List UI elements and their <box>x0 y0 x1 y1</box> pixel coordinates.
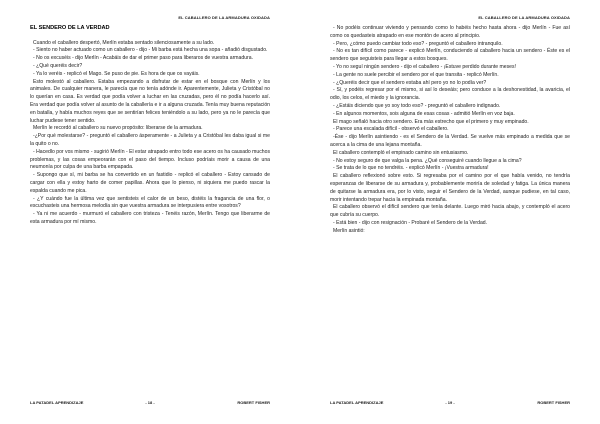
page-footer <box>330 400 570 408</box>
paragraph: - No podéis continuar viviendo y pensando como lo habéis hecho hasta ahora - dijo Merlín - Fue así como os quedasteis atrapado en ese montón de acero al principio. <box>330 25 570 39</box>
paragraph: Cuando el caballero despertó, Merlín estaba sentado silenciosamente a su lado. <box>33 39 215 46</box>
paragraph: -¿Por qué molestarse? - preguntó el caballero ásperamente - a Julieta y a Cristóbal les daba igual si me la quito o no. <box>30 133 270 147</box>
paragraph: - Ya lo veréis - replicó el Mago. Se puso de pie. Es hora de que os vayáis. <box>33 70 200 77</box>
footer-book-series: LA PATADEL APRENDIZAJE <box>330 400 384 405</box>
paragraph: Esto molestó al caballero. Estaba empezando a disfrutar de estar en el bosque con Merlín y los animales. De cualquier manera, le parecía que no tenía adónde ir. Aparentemente, Julieta y Cristóbal no lo querían en casa. Es verdad que podía volver a luchar en las cruzadas, pero él no podía hacerlo así. Era verdad que podía volver al asunto de la caballería e ir a alguna cruzada. Tenía muy buena reputación en batalla, y había muchos reyes que se sentirían felices teniéndolo a su lado, pero ya no le parecía que luchar pudiese tener sentido. <box>30 78 270 124</box>
chapter-title: EL SENDERO DE LA VERDAD <box>30 25 110 31</box>
paragraph: - Yo no seguí ningún sendero - dijo el caballero - ¡Estuve perdido durante meses! <box>333 63 516 70</box>
paragraph: - Supongo que sí, mi barba se ha convertido en un fastidio - replicó el caballero - Estoy cansado de cargar con ella y estoy harto de comer papillas. Ahora que lo pienso, ni siquiera me puedo rascar la espalda cuando me pica. <box>30 172 270 194</box>
page-number: - 19 - <box>445 400 455 405</box>
paragraph: - No estoy seguro de que valga la pena. ¿Qué conseguiré cuando llegue a la cima? <box>333 157 522 164</box>
paragraph: - Está bien - dijo con resignación - Probaré el Sendero de la Verdad. <box>333 219 488 226</box>
paragraph: - Se trata de lo que no tendréis. - explicó Merlín - ¡Vuestra armadura! <box>333 165 489 172</box>
paragraph: - Ya ni me acuerdo - murmuró el caballero con tristeza - Tenéis razón, Merlín. Tengo que liberarme de esta armadura por mí mismo. <box>30 211 270 225</box>
paragraph: - Hacedlo por vos mismo - sugirió Merlín - El estar atrapado entro todo ese acero os ha causado muchos problemas, y las cosas empeorarán con el paso del tiempo. Incluso podríais morir a causa de una neumonía por culpa de una barba empapada. <box>30 148 270 171</box>
paragraph: - En algunos momentos, sois alguna de esas cosas - admitió Merlín en voz baja. <box>333 110 515 117</box>
running-header: EL CABALLERO DE LA ARMADURA OXIDADA <box>478 15 570 20</box>
paragraph: Merlín asintió: <box>333 227 365 234</box>
running-header: EL CABALLERO DE LA ARMADURA OXIDADA <box>178 15 270 20</box>
paragraph: -Ése - dijo Merlín asintiendo - es el Sendero de la Verdad. Se vuelve más empinado a medida que se acerca a la cima de una lejana montaña. <box>330 134 570 148</box>
right-page <box>300 0 600 424</box>
paragraph: - La gente no suele percibir el sendero por el que transita - replicó Merlín. <box>333 71 499 78</box>
paragraph: El caballero observó el difícil sendero que tenía delante. Luego miró hacia abajo, y contempló el acero que cubría su cuerpo. <box>330 204 570 219</box>
footer-book-series: LA PATADEL APRENDIZAJE <box>30 400 84 405</box>
paragraph: - Siento no haber actuado como un caballero - dijo - Mi barba está hecha una sopa - añadió disgustado. <box>33 47 268 54</box>
page-body <box>330 25 570 236</box>
page-footer <box>30 400 270 408</box>
paragraph: - Pero, ¿cómo puedo cambiar todo eso? - preguntó el caballero intranquilo. <box>333 40 503 47</box>
paragraph: - ¿Y cuándo fue la última vez que sentisteis el calor de un beso, distéis la fragancia de una flor, o escuchasteis una hermosa melodía sin que vuestra armadura se interpusiera entre vosotros? <box>30 195 270 210</box>
paragraph: El mago señaló hacia otro sendero. Era más estrecho que el primero y muy empinado. <box>333 118 529 125</box>
paragraph: El caballero contempló el empinado camino sin entusiasmo. <box>333 149 469 156</box>
paragraph: Merlín le recordó al caballero su nuevo propósito: liberarse de la armadura. <box>33 125 203 132</box>
footer-author: ROBERT FISHER <box>237 400 270 405</box>
paragraph: - No os excuséis - dijo Merlín - Acabáis de dar el primer paso para liberaros de vuestra armadura. <box>33 55 253 62</box>
paragraph: - ¿Estáis diciendo que yo soy todo eso? - preguntó el caballero indignado. <box>333 102 501 109</box>
paragraph: - Sí, y podéis regresar por el mismo, si así lo deseáis; pero conduce a la deshonestidad, la avaricia, el odio, los celos, el miedo y la ignorancia. <box>330 87 570 102</box>
paragraph: - No es tan difícil como parece - explicó Merlín, conduciendo al caballero hacia un sendero - Éste es el sendero que seguisteis para llegar a estos bosques. <box>330 48 570 63</box>
paragraph: - ¿Qué queréis decir? <box>33 62 83 69</box>
page-body <box>30 25 270 227</box>
paragraph: El caballero reflexionó sobre esto. Si regresaba por el camino por el que había venido, no tendría esperanzas de liberarse de su armadura y, probablemente moriría de soledad y fatiga. La única manera de quitarse la armadura era, por lo visto, seguir el Sendero de la Verdad, aunque pudiese, en tal caso, morir intentando trepar hacia la empinada montaña. <box>330 173 570 203</box>
paragraph: - ¿Queréis decir que el sendero estaba ahí pero yo no lo podía ver? <box>333 79 487 86</box>
page-number: - 18 - <box>145 400 155 405</box>
paragraph: - Parece una escalada difícil - observó el caballero. <box>333 126 449 133</box>
footer-author: ROBERT FISHER <box>537 400 570 405</box>
